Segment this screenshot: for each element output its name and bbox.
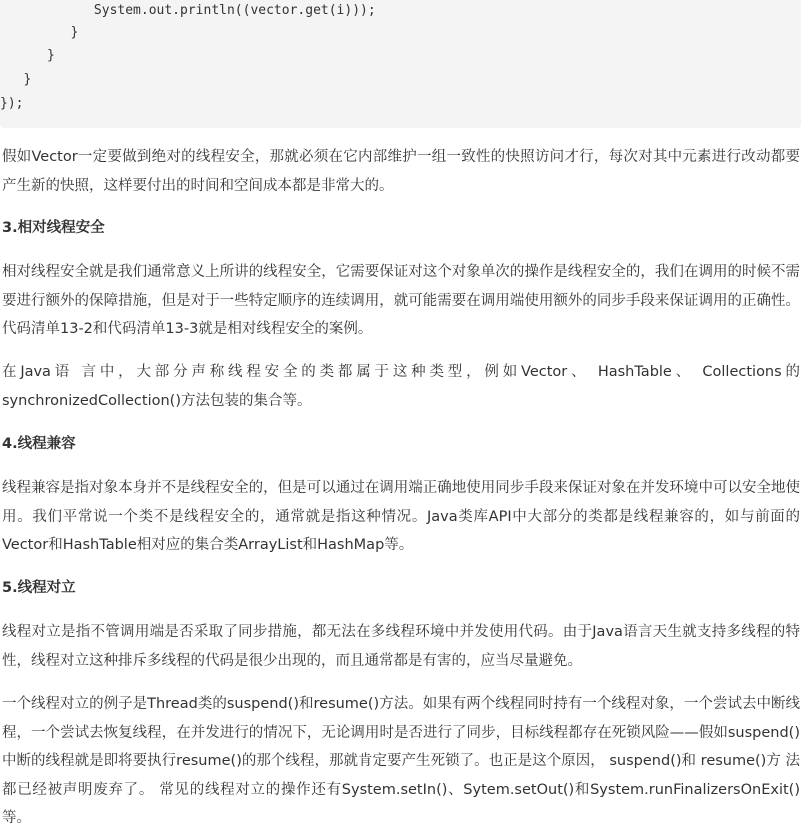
heading-thread-hostile: 5.线程对立 xyxy=(2,580,76,596)
paragraph-vector-snapshot: 假如Vector一定要做到绝对的线程安全，那就必须在它内部维护一组一致性的快照访问才行，每次对其中元素进行改动都要产生新的快照，这样要付出的时间和空间成本都是非常大的。 xyxy=(2,149,800,194)
code-line: } xyxy=(0,25,79,40)
paragraph-java-collections: 在Java语 言中，大部分声称线程安全的类都属于这种类型，例如Vector、 HashTable、 Collections的synchronizedCollection()方法包装的集合等。 xyxy=(2,364,800,409)
paragraph-suspend-resume-example: 一个线程对立的例子是Thread类的suspend()和resume()方法。如果有两个线程同时持有一个线程对象，一个尝试去中断线程，一个尝试去恢复线程，在并发进行的情况下，无论调用时是否进行了同步，目标线程都存在死锁风险——假如suspend()中断的线程就是即将要执行resume()的那个线程，那就肯定要产生死锁了。也正是这个原因， suspend()和 resume()方 法都已经被声明废弃了。 常见的线程对立的操作还有System.setIn()、Sytem.setOut()和System.runFinalizersOnExit()等。 xyxy=(2,696,800,826)
code-line: }); xyxy=(0,96,24,111)
code-line: } xyxy=(0,72,32,87)
code-block xyxy=(0,0,801,128)
heading-thread-compatible: 4.线程兼容 xyxy=(2,436,76,452)
heading-relative-thread-safety: 3.相对线程安全 xyxy=(2,220,105,236)
paragraph-relative-thread-safety: 相对线程安全就是我们通常意义上所讲的线程安全，它需要保证对这个对象单次的操作是线程安全的，我们在调用的时候不需要进行额外的保障措施，但是对于一些特定顺序的连续调用，就可能需要在调用端使用额外的同步手段来保证调用的正确性。代码清单13-2和代码清单13-3就是相对线程安全的案例。 xyxy=(2,264,800,337)
code-line: } xyxy=(0,48,55,63)
paragraph-thread-compatible: 线程兼容是指对象本身并不是线程安全的，但是可以通过在调用端正确地使用同步手段来保证对象在并发环境中可以安全地使用。我们平常说一个类不是线程安全的，通常就是指这种情况。Java类库API中大部分的类都是线程兼容的，如与前面的Vector和HashTable相对应的集合类ArrayList和HashMap等。 xyxy=(2,480,800,553)
code-line: System.out.println((vector.get(i))); xyxy=(0,3,376,18)
paragraph-thread-hostile: 线程对立是指不管调用端是否采取了同步措施，都无法在多线程环境中并发使用代码。由于Java语言天生就支持多线程的特性，线程对立这种排斥多线程的代码是很少出现的，而且通常都是有害的，应当尽量避免。 xyxy=(2,624,800,669)
